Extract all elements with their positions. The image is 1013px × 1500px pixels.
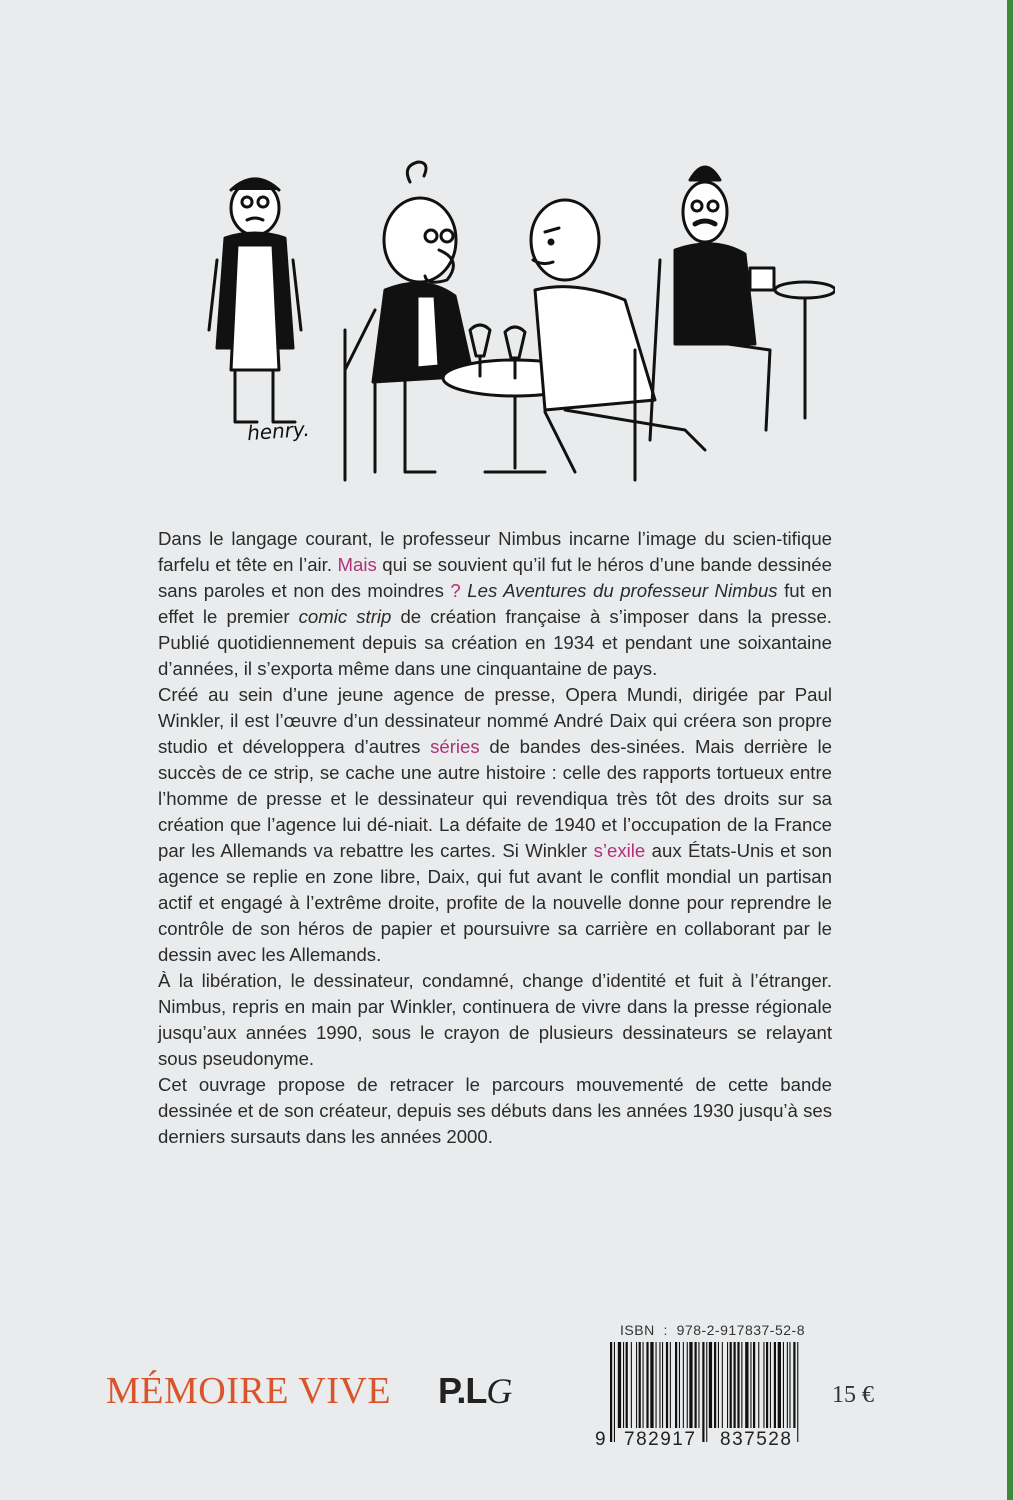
blurb-paragraph-1 <box>158 526 832 682</box>
isbn-label: ISBN : 978-2-917837-52-8 <box>620 1322 805 1338</box>
blurb-text: qui se souvient qu’il fut le héros d’une bande dessinée sans paroles et non des moindres <box>158 554 832 601</box>
blurb-text: aux États-Unis et son agence se replie en zone libre, Daix, qui fut avant le conflit mondial un partisan actif et engagé à l’extrême droite, profite de la nouvelle donne pour reprendre le contrôle de son héros de papier et poursuivre sa carrière en collaborant par le dessin avec les Allemands. <box>158 840 833 965</box>
barcode-first-digit: 9 <box>595 1429 608 1450</box>
waiter-figure <box>209 179 301 422</box>
book-title-italic: Les Aventures du professeur Nimbus <box>467 580 778 601</box>
barcode-left-digits: 782917 <box>624 1429 697 1450</box>
memoire-vive-logo: MÉMOIRE VIVE <box>106 1370 392 1412</box>
highlight-word: s’exile <box>593 840 646 861</box>
barcode-right-digits: 837528 <box>720 1429 793 1450</box>
bowler-hat-man-figure <box>650 167 835 440</box>
blurb-text: de bandes des-sinées. Mais derrière le succès de ce strip, se cache une autre histoire : celle des rapports tortueux entre l’homme de presse et le dessinateur qui revendiqua très tôt des droits sur sa création que l’agence lui dé-niait. La défaite de 1940 et l’occupation de la France par les Allemands va rebattre les cartes. Si Winkler <box>158 736 832 861</box>
highlight-mark: ? <box>450 580 461 601</box>
blurb-text: de création française à s’imposer dans la presse. Publié quotidiennement depuis sa création en 1934 et pendant une soixantaine d’années, il s’exporta même dans une cinquantaine de pays. <box>158 606 832 679</box>
blurb-text: Créé au sein d’une jeune agence de presse, Opera Mundi, dirigée par Paul Winkler, il est l’œuvre d’un dessinateur nommé André Daix qui créera son propre studio et développera d’autres <box>158 684 832 757</box>
blurb-paragraph-2 <box>158 682 832 968</box>
plg-logo: P.LG <box>438 1370 512 1411</box>
italic-term: comic strip <box>298 606 392 627</box>
spine-edge-stripe <box>1007 0 1013 1500</box>
blurb-paragraph-3: À la libération, le dessinateur, condamné, change d’identité et fuit à l’étranger. Nimbus, repris en main par Winkler, continuera de vivre dans la presse régionale jusqu’aux années 1990, sous le crayon de plusieurs dessinateurs se relayant sous pseudonyme. <box>158 970 832 1069</box>
price-label: 15 € <box>832 1382 874 1408</box>
blurb-paragraph-4: Cet ouvrage propose de retracer le parcours mouvementé de cette bande dessinée et de son créateur, depuis ses débuts dans les années 1930 jusqu’à ses derniers sursauts dans les années 2000. <box>158 1074 832 1147</box>
nimbus-figure <box>345 162 473 480</box>
highlight-word: Mais <box>337 554 377 575</box>
artist-signature: henry. <box>246 416 311 446</box>
highlight-word: séries <box>430 736 480 757</box>
back-cover-blurb <box>158 526 832 1150</box>
blurb-text: Dans le langage courant, le professeur Nimbus incarne l’image du scien-tifique farfelu et tête en l’air. <box>158 528 832 575</box>
blurb-text: fut en effet le premier <box>158 580 832 627</box>
